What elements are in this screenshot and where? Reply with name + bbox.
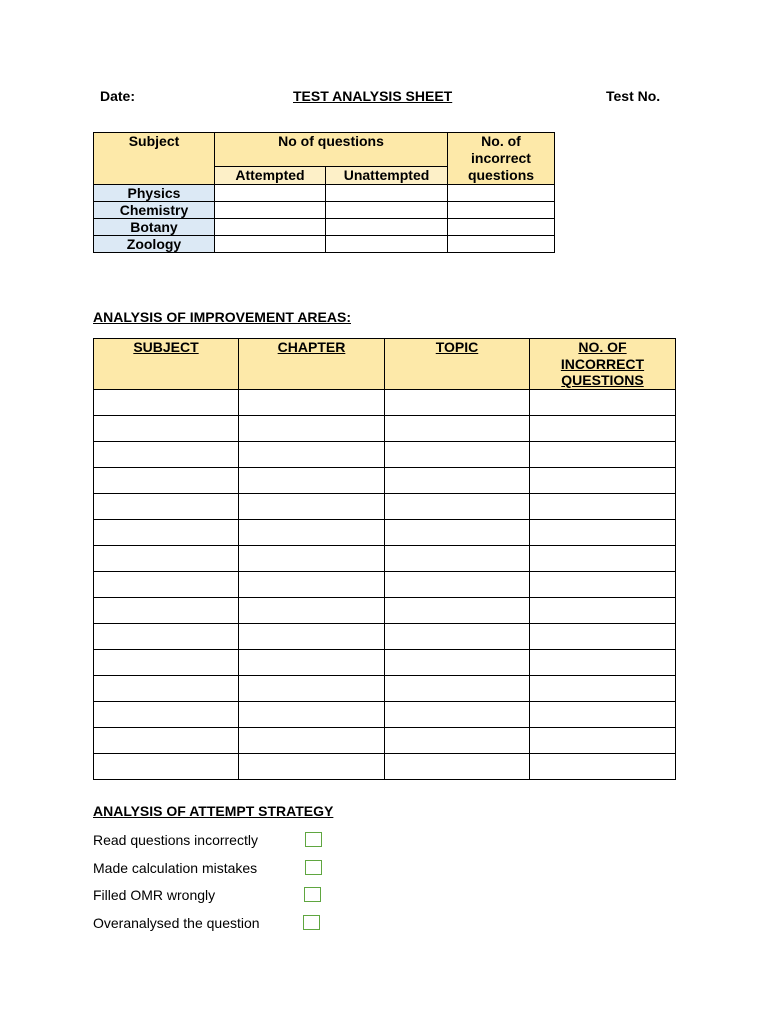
topic-cell[interactable] <box>385 650 530 676</box>
incorrect-cell[interactable] <box>448 185 555 202</box>
chapter-cell[interactable] <box>239 494 385 520</box>
table-row <box>94 468 676 494</box>
incorrect-count-cell[interactable] <box>530 442 676 468</box>
unattempted-cell[interactable] <box>326 236 448 253</box>
subject-cell[interactable] <box>94 754 239 780</box>
chapter-cell[interactable] <box>239 702 385 728</box>
chapter-cell[interactable] <box>239 572 385 598</box>
incorrect-count-cell[interactable] <box>530 416 676 442</box>
chapter-cell[interactable] <box>239 728 385 754</box>
chapter-cell[interactable] <box>239 390 385 416</box>
chapter-cell[interactable] <box>239 546 385 572</box>
read-incorrectly-checkbox[interactable] <box>305 832 322 847</box>
subject-cell[interactable] <box>94 390 239 416</box>
incorrect-count-cell[interactable] <box>530 728 676 754</box>
topic-column-header: TOPIC <box>385 339 530 390</box>
subject-cell: Botany <box>94 219 215 236</box>
subject-column-header: SUBJECT <box>94 339 239 390</box>
incorrect-count-cell[interactable] <box>530 702 676 728</box>
topic-cell[interactable] <box>385 728 530 754</box>
subject-cell[interactable] <box>94 520 239 546</box>
subject-cell[interactable] <box>94 416 239 442</box>
table-row <box>94 624 676 650</box>
attempted-cell[interactable] <box>215 185 326 202</box>
table-row <box>94 442 676 468</box>
incorrect-header: No. of incorrect questions <box>448 133 555 185</box>
incorrect-count-cell[interactable] <box>530 520 676 546</box>
topic-cell[interactable] <box>385 442 530 468</box>
table-row <box>94 676 676 702</box>
topic-cell[interactable] <box>385 624 530 650</box>
chapter-cell[interactable] <box>239 676 385 702</box>
topic-cell[interactable] <box>385 754 530 780</box>
table-row <box>94 416 676 442</box>
table-row <box>94 546 676 572</box>
attempted-cell[interactable] <box>215 219 326 236</box>
summary-table <box>93 132 555 253</box>
topic-cell[interactable] <box>385 390 530 416</box>
subject-cell[interactable] <box>94 494 239 520</box>
subject-cell: Physics <box>94 185 215 202</box>
date-label: Date: <box>100 88 136 104</box>
strategy-title: ANALYSIS OF ATTEMPT STRATEGY <box>93 803 334 819</box>
table-row <box>94 572 676 598</box>
chapter-cell[interactable] <box>239 598 385 624</box>
chapter-cell[interactable] <box>239 520 385 546</box>
topic-cell[interactable] <box>385 416 530 442</box>
incorrect-count-cell[interactable] <box>530 598 676 624</box>
summary-row <box>94 185 555 202</box>
summary-row <box>94 236 555 253</box>
topic-cell[interactable] <box>385 546 530 572</box>
summary-row <box>94 219 555 236</box>
table-row <box>94 702 676 728</box>
subject-header: Subject <box>94 133 215 185</box>
unattempted-cell[interactable] <box>326 219 448 236</box>
strategy-item-label: Read questions incorrectly <box>93 832 258 848</box>
unattempted-cell[interactable] <box>326 185 448 202</box>
incorrect-count-cell[interactable] <box>530 390 676 416</box>
table-row <box>94 390 676 416</box>
strategy-item-label: Made calculation mistakes <box>93 860 258 876</box>
incorrect-column-header: NO. OF INCORRECT QUESTIONS <box>530 339 676 390</box>
table-row <box>94 494 676 520</box>
incorrect-cell[interactable] <box>448 219 555 236</box>
incorrect-cell[interactable] <box>448 202 555 219</box>
attempted-header: Attempted <box>215 167 326 185</box>
calculation-mistakes-checkbox[interactable] <box>305 860 322 875</box>
chapter-column-header: CHAPTER <box>239 339 385 390</box>
subject-cell[interactable] <box>94 728 239 754</box>
topic-cell[interactable] <box>385 598 530 624</box>
chapter-cell[interactable] <box>239 442 385 468</box>
improvement-title: ANALYSIS OF IMPROVEMENT AREAS: <box>93 309 351 325</box>
table-row <box>94 728 676 754</box>
subject-cell[interactable] <box>94 598 239 624</box>
table-row <box>94 520 676 546</box>
unattempted-cell[interactable] <box>326 202 448 219</box>
incorrect-count-cell[interactable] <box>530 650 676 676</box>
table-row <box>94 754 676 780</box>
subject-cell[interactable] <box>94 442 239 468</box>
subject-cell[interactable] <box>94 702 239 728</box>
overanalysed-checkbox[interactable] <box>303 915 320 930</box>
strategy-item-label: Filled OMR wrongly <box>93 887 216 903</box>
table-row <box>94 650 676 676</box>
subject-cell: Chemistry <box>94 202 215 219</box>
topic-cell[interactable] <box>385 494 530 520</box>
strategy-item-label: Overanalysed the question <box>93 915 260 931</box>
table-row <box>94 598 676 624</box>
incorrect-count-cell[interactable] <box>530 546 676 572</box>
summary-row <box>94 202 555 219</box>
incorrect-count-cell[interactable] <box>530 676 676 702</box>
incorrect-count-cell[interactable] <box>530 468 676 494</box>
chapter-cell[interactable] <box>239 624 385 650</box>
subject-cell[interactable] <box>94 624 239 650</box>
subject-cell[interactable] <box>94 676 239 702</box>
subject-cell: Zoology <box>94 236 215 253</box>
topic-cell[interactable] <box>385 676 530 702</box>
incorrect-count-cell[interactable] <box>530 624 676 650</box>
incorrect-count-cell[interactable] <box>530 754 676 780</box>
chapter-cell[interactable] <box>239 416 385 442</box>
topic-cell[interactable] <box>385 520 530 546</box>
subject-cell[interactable] <box>94 468 239 494</box>
subject-cell[interactable] <box>94 572 239 598</box>
chapter-cell[interactable] <box>239 754 385 780</box>
subject-cell[interactable] <box>94 650 239 676</box>
chapter-cell[interactable] <box>239 468 385 494</box>
incorrect-count-cell[interactable] <box>530 494 676 520</box>
test-no-label: Test No. <box>606 88 661 104</box>
topic-cell[interactable] <box>385 468 530 494</box>
unattempted-header: Unattempted <box>326 167 448 185</box>
page-title: TEST ANALYSIS SHEET <box>293 88 453 104</box>
subject-cell[interactable] <box>94 546 239 572</box>
chapter-cell[interactable] <box>239 650 385 676</box>
questions-header: No of questions <box>215 133 448 167</box>
incorrect-count-cell[interactable] <box>530 572 676 598</box>
attempted-cell[interactable] <box>215 236 326 253</box>
attempted-cell[interactable] <box>215 202 326 219</box>
incorrect-cell[interactable] <box>448 236 555 253</box>
topic-cell[interactable] <box>385 572 530 598</box>
topic-cell[interactable] <box>385 702 530 728</box>
improvement-table <box>93 338 676 780</box>
filled-omr-wrongly-checkbox[interactable] <box>304 887 321 902</box>
